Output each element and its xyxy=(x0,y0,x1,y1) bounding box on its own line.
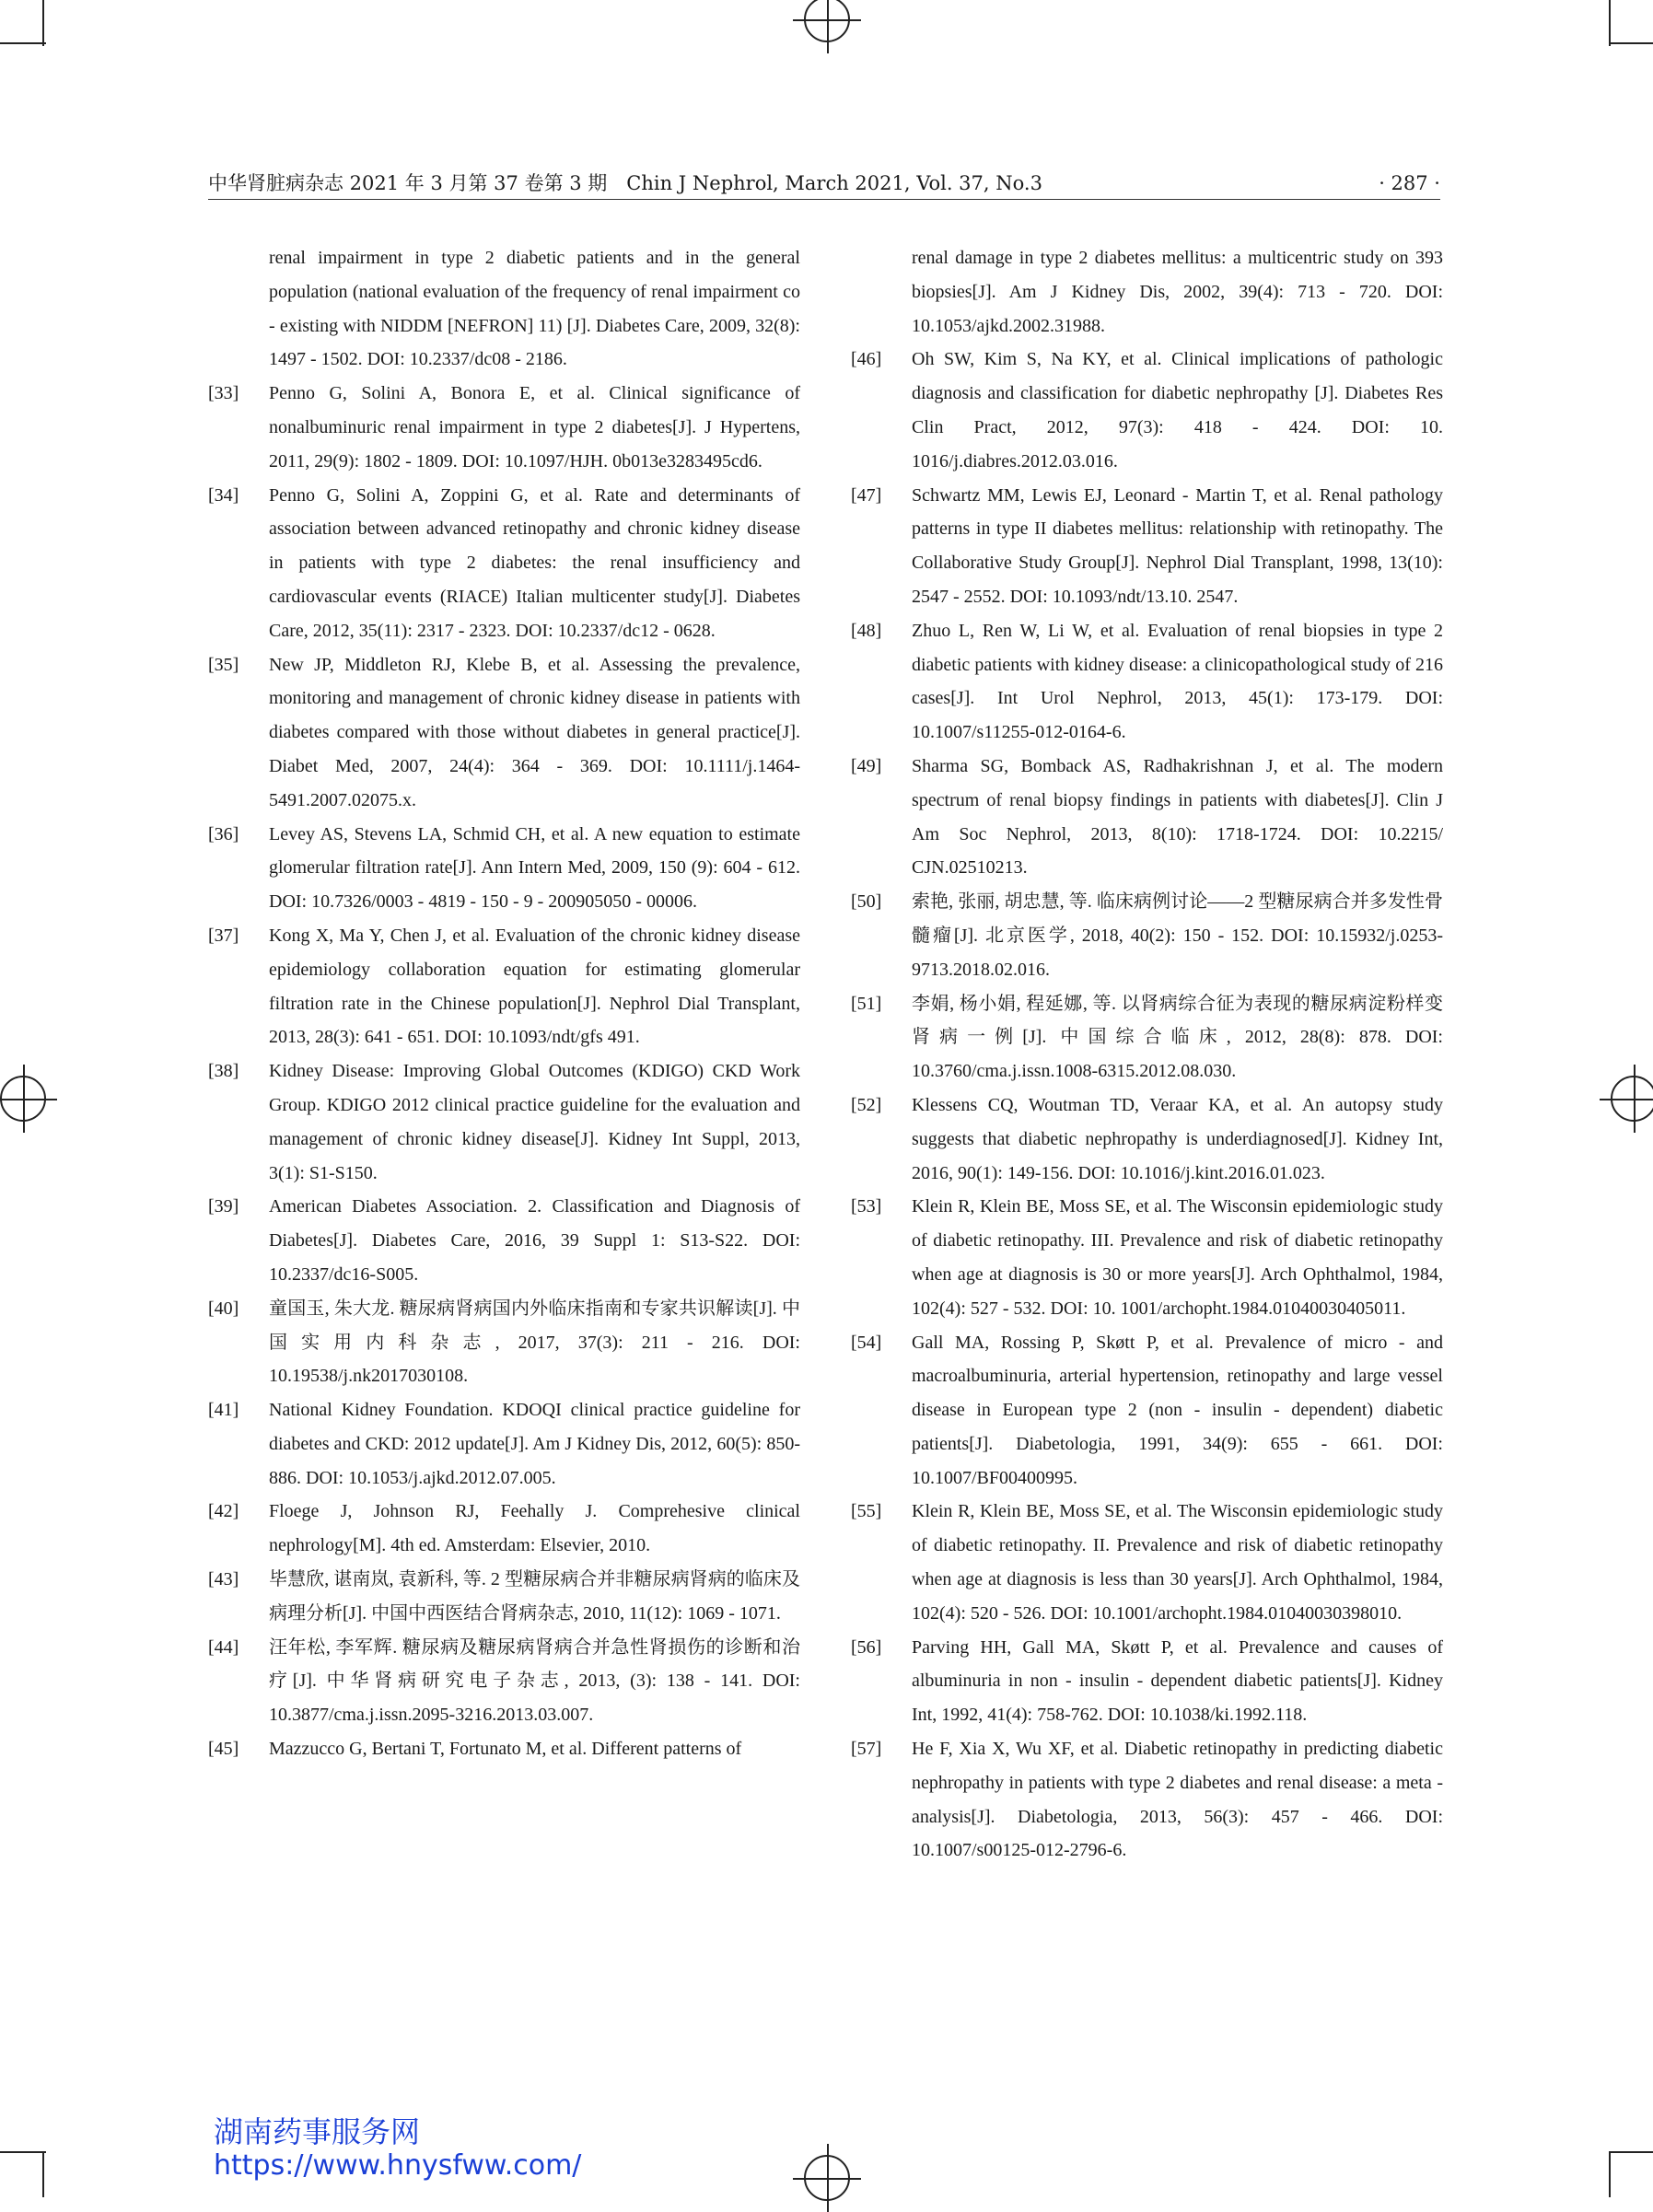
reference-text: Kong X, Ma Y, Chen J, et al. Evaluation of the chronic kidney disease epidemiology collaboration equation for estimating glomerular filtration rate in the Chinese population[J]. Nephrol Dial Transplant, 2013, 28(3): 641 - 651. DOI: 10.1093/ndt/gfs 491. xyxy=(269,925,800,1048)
reference-text: Zhuo L, Ren W, Li W, et al. Evaluation of renal biopsies in type 2 diabetic patients with kidney disease: a clinicopathological study of 216 cases[J]. Int Urol Nephrol, 2013, 45(1): 173-179. DOI: 10.1007/s11255-012-0164-6. xyxy=(912,620,1443,743)
reference-item xyxy=(208,919,800,1054)
reference-number: [42] xyxy=(208,1501,239,1522)
crop-mark xyxy=(42,0,44,46)
reference-text: New JP, Middleton RJ, Klebe B, et al. Assessing the prevalence, monitoring and management of chronic kidney disease in patients with diabetes compared with those without diabetes in general practice[J]. Diabet Med, 2007, 24(4): 364 - 369. DOI: 10.1111/j.1464-5491.2007.02075.x. xyxy=(269,654,800,810)
reference-item xyxy=(851,750,1443,885)
reference-number: [57] xyxy=(851,1739,882,1760)
reference-number: [36] xyxy=(208,823,239,844)
reference-number: [44] xyxy=(208,1636,239,1658)
watermark-site-name: 湖南药事服务网 xyxy=(214,2114,421,2149)
reference-text: Penno G, Solini A, Bonora E, et al. Clinical significance of nonalbuminuric renal impairment in type 2 diabetes[J]. J Hypertens, 2011, 29(9): 1802 - 1809. DOI: 10.1097/HJH. 0b013e3283495cd6. xyxy=(269,383,800,472)
reference-item xyxy=(208,648,800,818)
reference-text: He F, Xia X, Wu XF, et al. Diabetic retinopathy in predicting diabetic nephropathy in patients with type 2 diabetes and renal disease: a meta - analysis[J]. Diabetologia, 2013, 56(3): 457 - 466. DOI: 10.1007/s00125-012-2796-6. xyxy=(912,1739,1443,1861)
reference-item xyxy=(208,479,800,648)
reference-item xyxy=(851,479,1443,614)
reference-item xyxy=(851,987,1443,1089)
reference-text: American Diabetes Association. 2. Classification and Diagnosis of Diabetes[J]. Diabetes Care, 2016, 39 Suppl 1: S13-S22. DOI: 10.2337/dc16-S005. xyxy=(269,1196,800,1285)
reference-number: [38] xyxy=(208,1061,239,1082)
reference-continuation xyxy=(851,241,1443,343)
registration-mark-right xyxy=(1611,1076,1653,1122)
reference-number: [47] xyxy=(851,484,882,506)
reference-item xyxy=(208,1631,800,1732)
reference-item xyxy=(208,1292,800,1393)
reference-item xyxy=(851,1089,1443,1190)
registration-mark-left xyxy=(0,1076,46,1122)
reference-number: [37] xyxy=(208,925,239,946)
registration-mark-top xyxy=(804,0,850,42)
reference-text: Kidney Disease: Improving Global Outcomes (KDIGO) CKD Work Group. KDIGO 2012 clinical practice guideline for the evaluation and management of chronic kidney disease[J]. Kidney Int Suppl, 2013, 3(1): S1-S150. xyxy=(269,1061,800,1183)
reference-number: [53] xyxy=(851,1196,882,1217)
reference-item xyxy=(851,1326,1443,1496)
reference-number: [40] xyxy=(208,1298,239,1319)
reference-number: [43] xyxy=(208,1569,239,1590)
reference-item xyxy=(851,885,1443,986)
reference-number: [39] xyxy=(208,1196,239,1217)
reference-item xyxy=(208,818,800,919)
reference-number: [49] xyxy=(851,755,882,776)
crop-mark xyxy=(1609,2151,1611,2197)
reference-number: [54] xyxy=(851,1332,882,1353)
reference-column-left xyxy=(208,241,800,1766)
reference-text: 童国玉, 朱大龙. 糖尿病肾病国内外临床指南和专家共识解读[J]. 中国实用内科杂志, 2017, 37(3): 211 - 216. DOI: 10.19538/j.nk2017030108. xyxy=(269,1298,800,1387)
reference-number: [46] xyxy=(851,349,882,370)
reference-number: [34] xyxy=(208,484,239,506)
running-header xyxy=(208,168,1440,200)
reference-text: Levey AS, Stevens LA, Schmid CH, et al. A new equation to estimate glomerular filtration rate[J]. Ann Intern Med, 2009, 150 (9): 604 - 612. DOI: 10.7326/0003 - 4819 - 150 - 9 - 200905050 - 00006. xyxy=(269,823,800,913)
reference-number: [52] xyxy=(851,1094,882,1115)
reference-item xyxy=(208,1190,800,1291)
reference-number: [45] xyxy=(208,1739,239,1760)
reference-number: [41] xyxy=(208,1400,239,1421)
journal-line: 中华肾脏病杂志 2021 年 3 月第 37 卷第 3 期 Chin J Nephrol, March 2021, Vol. 37, No.3 xyxy=(208,172,1042,194)
crop-mark xyxy=(0,42,46,44)
reference-text: Sharma SG, Bomback AS, Radhakrishnan J, et al. The modern spectrum of renal biopsy findings in patients with diabetes[J]. Clin J Am Soc Nephrol, 2013, 8(10): 1718-1724. DOI: 10.2215/ CJN.02510213. xyxy=(912,755,1443,879)
crop-mark xyxy=(1609,2151,1653,2153)
reference-item xyxy=(208,1054,800,1190)
reference-text: Klein R, Klein BE, Moss SE, et al. The Wisconsin epidemiologic study of diabetic retinopathy. II. Prevalence and risk of diabetic retinopathy when age at diagnosis is less than 30 years[J]. Arch Ophthalmol, 1984, 102(4): 520 - 526. DOI: 10.1001/archopht.1984.01040030398010. xyxy=(912,1501,1443,1624)
crop-mark xyxy=(42,2151,44,2197)
reference-item xyxy=(208,377,800,478)
reference-column-right xyxy=(851,241,1443,1868)
reference-number: [35] xyxy=(208,654,239,675)
watermark-url[interactable]: https://www.hnysfww.com/ xyxy=(214,2149,582,2182)
reference-text: Floege J, Johnson RJ, Feehally J. Comprehesive clinical nephrology[M]. 4th ed. Amsterdam: Elsevier, 2010. xyxy=(269,1501,800,1556)
site-watermark xyxy=(214,2114,581,2183)
reference-text: 汪年松, 李军辉. 糖尿病及糖尿病肾病合并急性肾损伤的诊断和治疗[J]. 中华肾病研究电子杂志, 2013, (3): 138 - 141. DOI: 10.3877/cma.j.issn.2095-3216.2013.03.007. xyxy=(269,1636,800,1726)
reference-text: Schwartz MM, Lewis EJ, Leonard - Martin T, et al. Renal pathology patterns in type II diabetes mellitus: relationship with retinopathy. The Collaborative Study Group[J]. Nephrol Dial Transplant, 1998, 13(10): 2547 - 2552. DOI: 10.1093/ndt/13.10. 2547. xyxy=(912,484,1443,607)
reference-item xyxy=(208,1732,800,1766)
reference-item xyxy=(851,1190,1443,1325)
reference-text: 索艳, 张丽, 胡忠慧, 等. 临床病例讨论——2 型糖尿病合并多发性骨髓瘤[J]. 北京医学, 2018, 40(2): 150 - 152. DOI: 10.15932/j.0253-9713.2018.02.016. xyxy=(912,891,1443,980)
crop-mark xyxy=(1609,42,1653,44)
reference-number: [48] xyxy=(851,620,882,641)
reference-item xyxy=(208,1563,800,1631)
reference-text: Klein R, Klein BE, Moss SE, et al. The Wisconsin epidemiologic study of diabetic retinopathy. III. Prevalence and risk of diabetic retinopathy when age at diagnosis is 30 or more years[J]. Arch Ophthalmol, 1984, 102(4): 527 - 532. DOI: 10. 1001/archopht.1984.01040030405011. xyxy=(912,1196,1443,1319)
reference-text: National Kidney Foundation. KDOQI clinical practice guideline for diabetes and CKD: 2012 update[J]. Am J Kidney Dis, 2012, 60(5): 850-886. DOI: 10.1053/j.ajkd.2012.07.005. xyxy=(269,1400,800,1488)
reference-text: Klessens CQ, Woutman TD, Veraar KA, et al. An autopsy study suggests that diabetic nephropathy is underdiagnosed[J]. Kidney Int, 2016, 90(1): 149-156. DOI: 10.1016/j.kint.2016.01.023. xyxy=(912,1094,1443,1183)
reference-item xyxy=(851,1732,1443,1868)
reference-text: Penno G, Solini A, Zoppini G, et al. Rate and determinants of association between advanced retinopathy and chronic kidney disease in patients with type 2 diabetes: the renal insufficiency and cardiovascular events (RIACE) Italian multicenter study[J]. Diabetes Care, 2012, 35(11): 2317 - 2323. DOI: 10.2337/dc12 - 0628. xyxy=(269,484,800,641)
page-number: · 287 · xyxy=(1379,172,1440,194)
reference-item xyxy=(851,1631,1443,1732)
reference-text: Mazzucco G, Bertani T, Fortunato M, et al. Different patterns of xyxy=(269,1739,742,1760)
reference-number: [50] xyxy=(851,891,882,913)
reference-item xyxy=(208,1495,800,1563)
crop-mark xyxy=(1609,0,1611,46)
crop-mark xyxy=(0,2151,46,2153)
reference-text: Parving HH, Gall MA, Skøtt P, et al. Prevalence and causes of albuminuria in non - insulin - dependent diabetic patients[J]. Kidney Int, 1992, 41(4): 758-762. DOI: 10.1038/ki.1992.118. xyxy=(912,1636,1443,1726)
reference-text: renal impairment in type 2 diabetic patients and in the general population (national evaluation of the frequency of renal impairment co - existing with NIDDM [NEFRON] 11) [J]. Diabetes Care, 2009, 32(8): 1497 - 1502. DOI: 10.2337/dc08 - 2186. xyxy=(269,248,800,370)
reference-number: [56] xyxy=(851,1636,882,1658)
reference-number: [33] xyxy=(208,383,239,404)
reference-item xyxy=(851,1495,1443,1630)
reference-text: Oh SW, Kim S, Na KY, et al. Clinical implications of pathologic diagnosis and classification for diabetic nephropathy [J]. Diabetes Res Clin Pract, 2012, 97(3): 418 - 424. DOI: 10. 1016/j.diabres.2012.03.016. xyxy=(912,349,1443,472)
reference-number: [55] xyxy=(851,1501,882,1522)
reference-text: 李娟, 杨小娟, 程延娜, 等. 以肾病综合征为表现的糖尿病淀粉样变肾病一例[J]. 中国综合临床, 2012, 28(8): 878. DOI: 10.3760/cma.j.issn.1008-6315.2012.08.030. xyxy=(912,993,1443,1082)
reference-text: renal damage in type 2 diabetes mellitus: a multicentric study on 393 biopsies[J]. Am J Kidney Dis, 2002, 39(4): 713 - 720. DOI: 10.1053/ajkd.2002.31988. xyxy=(912,248,1443,336)
reference-item xyxy=(208,1393,800,1495)
reference-number: [51] xyxy=(851,993,882,1014)
reference-item xyxy=(851,614,1443,750)
reference-item xyxy=(851,343,1443,478)
reference-continuation xyxy=(208,241,800,377)
reference-text: Gall MA, Rossing P, Skøtt P, et al. Prevalence of micro - and macroalbuminuria, arterial hypertension, retinopathy and large vessel disease in European type 2 (non - insulin - dependent) diabetic patients[J]. Diabetologia, 1991, 34(9): 655 - 661. DOI: 10.1007/BF00400995. xyxy=(912,1332,1443,1488)
registration-mark-bottom xyxy=(804,2155,850,2201)
reference-text: 毕慧欣, 谌南岚, 袁新科, 等. 2 型糖尿病合并非糖尿病肾病的临床及病理分析[J]. 中国中西医结合肾病杂志, 2010, 11(12): 1069 - 1071. xyxy=(269,1569,800,1624)
